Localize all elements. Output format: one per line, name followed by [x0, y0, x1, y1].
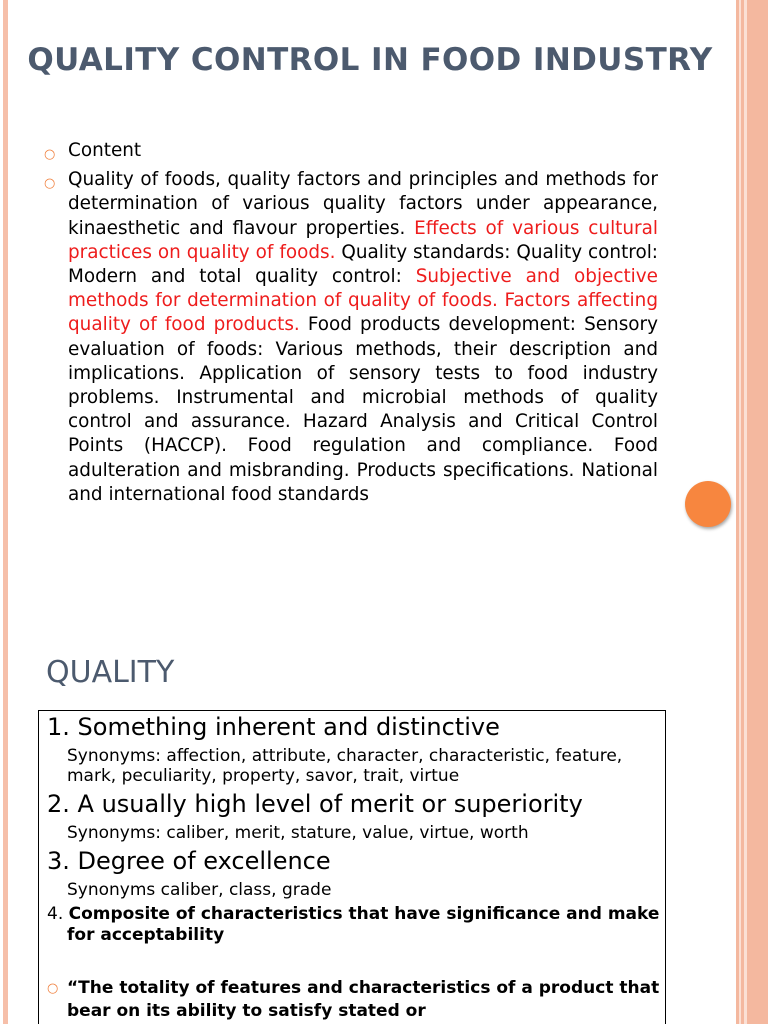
slide-title: QUALITY CONTROL IN FOOD INDUSTRY [27, 42, 713, 78]
slide-2 [0, 577, 768, 1024]
decorative-circle [685, 481, 731, 527]
bullet-item [44, 168, 658, 507]
slide-title: QUALITY [46, 655, 175, 690]
text-run-highlight: Effects of various cultural practices on quality of foods. [68, 217, 658, 263]
bullet-circle-icon: ○ [44, 147, 56, 162]
definition-heading: 2. A usually high level of merit or superiority [47, 790, 583, 818]
right-accent-band [736, 0, 768, 577]
synonyms-text: Synonyms caliber, class, grade [67, 880, 332, 900]
content-bullets [44, 139, 658, 512]
text-run: Food products development: Sensory evaluation of foods: Various methods, their description and implications. Application of sensory tests to food industry problems. Instrumental and microbial methods of quality control and assurance. Hazard Analysis and Critical Control Points (HACCP). Food regulation and compliance. Food adulteration and misbranding. Products specifications. National and international food standards [68, 314, 658, 505]
quote-text: “The totality of features and characteristics of a product that bear on its ability to satisfy stated or [67, 978, 660, 1021]
bullet-circle-icon: ○ [44, 176, 56, 192]
bullet-text [68, 168, 658, 507]
definition-heading: 1. Something inherent and distinctive [47, 713, 500, 741]
definition-number: 4. [47, 904, 69, 924]
text-run: Quality standards: Quality control: Modern and total quality control: [68, 241, 658, 288]
definition-heading: 3. Degree of excellence [47, 847, 331, 875]
definition-text: Composite of characteristics that have significance and make for acceptability [67, 904, 660, 945]
synonyms-text: Synonyms: caliber, merit, stature, value, virtue, worth [67, 823, 529, 843]
bullet-text: Content [68, 140, 142, 161]
text-run: Quality of foods, quality factors and principles and methods for determination of various quality factors under appearance, kinaesthetic and flavour properties. [68, 169, 658, 239]
text-run-highlight: Subjective and objective methods for determination of quality of foods. Factors affecting quality of food products. [68, 266, 658, 336]
left-accent-stripe [3, 0, 8, 577]
right-accent-band [736, 577, 768, 1024]
definition-4 [47, 904, 667, 946]
definitions-box [38, 710, 666, 1024]
bullet-item [44, 139, 658, 163]
quote-bullet [47, 977, 667, 1023]
left-accent-stripe [3, 577, 8, 1024]
synonyms-text: Synonyms: affection, attribute, character, characteristic, feature, mark, peculiarity, property, savor, trait, virtue [67, 746, 623, 786]
bullet-circle-icon: ○ [47, 981, 59, 996]
